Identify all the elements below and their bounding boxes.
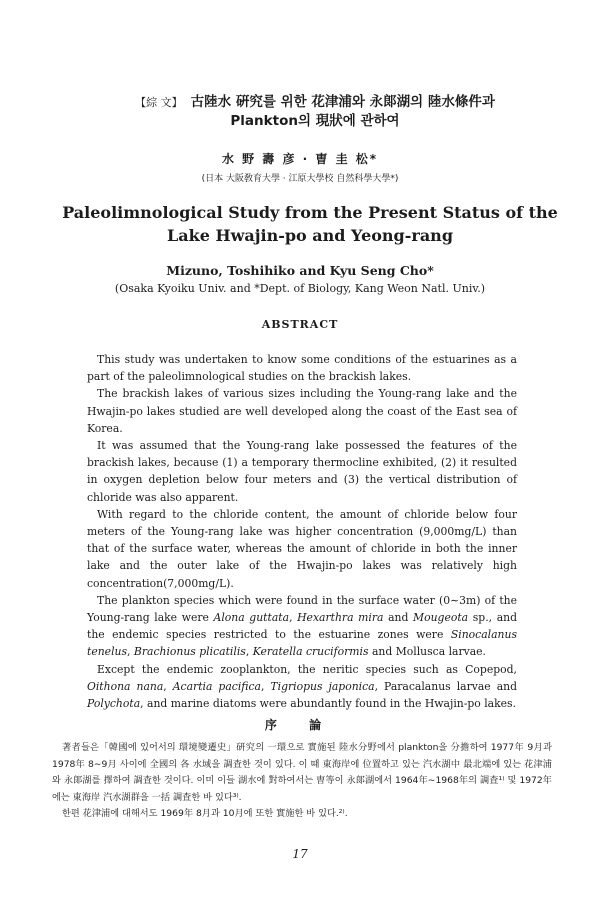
text-run: Except the endemic zooplankton, the neritic species such as Copepod,	[97, 662, 517, 676]
english-title-line-1: Paleolimnological Study from the Present Status of the	[62, 203, 558, 222]
korean-title-line-2: Plankton의 現狀에 관하여	[230, 113, 400, 129]
species-name: Hexarthra mira	[297, 611, 384, 625]
abstract-paragraph: It was assumed that the Young-rang lake possessed the features of the brackish lakes, because (1) a temporary thermocline exhibited, (2) it resulted in oxygen depletion below four meters and (3) the vertical distribution of chloride was also apparent.	[87, 439, 517, 504]
species-name: Sinocalanus tenelus	[87, 628, 517, 659]
text-run: ,	[260, 679, 271, 693]
text-run: and	[383, 611, 414, 625]
introduction-body	[52, 740, 552, 823]
introduction-paragraph: 한편 花津浦에 대해서도 1969年 8月과 10月에 또한 實施한 바 있다.²⁾.	[62, 808, 348, 820]
abstract-paragraph: With regard to the chloride content, the amount of chloride below four meters of the Young-rang lake was higher concentration (9,000mg/L) than that of the surface water, whereas the amount of chloride in both the inner lake and the outer lake of the Hwajin-po lakes was relatively high concentration(7,000mg/L).	[87, 507, 517, 590]
korean-title-line-1: 古陸水 硏究를 위한 花津浦와 永郞湖의 陸水條件과	[190, 94, 495, 110]
page-number: 17	[292, 847, 308, 861]
text-run: , Paracalanus larvae and	[374, 679, 517, 693]
species-name: Oithona nana	[87, 679, 164, 693]
english-title-line-2: Lake Hwajin-po and Yeong-rang	[167, 226, 453, 245]
abstract-paragraph-species	[87, 592, 517, 661]
abstract-paragraph-neritic	[87, 661, 517, 713]
text-run: sp., and the endemic species restricted to the estuarine zones were	[87, 611, 518, 642]
english-affiliation: (Osaka Kyoiku Univ. and *Dept. of Biology, Kang Weon Natl. Univ.)	[114, 282, 486, 295]
abstract-paragraph: This study was undertaken to know some conditions of the estuarines as a part of the paleolimnological studies on the brackish lakes.	[87, 353, 517, 384]
korean-affiliation: (日本 大阪敎育大學 · 江原大學校 自然科學大學*)	[201, 174, 399, 184]
abstract-heading: ABSTRACT	[261, 318, 339, 331]
text-run: ,	[127, 645, 134, 659]
text-run: The plankton species which were found in the surface water (0∼3m) of the Young-rang lake were	[87, 593, 517, 625]
text-run: and Mollusca larvae.	[368, 645, 486, 659]
species-name: Tigriopus japonica	[270, 679, 375, 693]
species-name: Alona guttata	[213, 611, 290, 625]
species-name: Mougeota	[413, 611, 469, 625]
abstract-paragraph: The brackish lakes of various sizes including the Young-rang lake and the Hwajin-po lakes studied are well developed along the coast of the East sea of Korea.	[87, 387, 517, 435]
species-name: Keratella cruciformis	[252, 645, 369, 659]
text-run: , and marine diatoms were abundantly found in the Hwajin-po lakes.	[140, 697, 517, 711]
text-run: ,	[163, 679, 173, 693]
introduction-heading: 序 論	[264, 718, 336, 732]
english-title	[60, 201, 560, 247]
species-name: Acartia pacifica	[172, 679, 261, 693]
korean-authors: 水 野 壽 彦 · 曺 圭 松*	[221, 152, 379, 166]
abstract-body	[87, 351, 517, 712]
english-authors: Mizuno, Toshihiko and Kyu Seng Cho*	[166, 263, 434, 278]
text-run: ,	[245, 645, 253, 659]
article-type-tag: 【綜 文】	[135, 96, 183, 109]
species-name: Polychota	[87, 697, 141, 711]
introduction-paragraph: 著者들은「韓國에 있어서의 環境變遷史」硏究의 一環으로 實施된 陸水分野에서 plankton을 分擔하여 1977年 9月과 1978年 8∼9月 사이에 全國의 各 水域을 調査한 것이 있다. 이 때 東海岸에 位置하고 있는 汽水湖中 最北端에 있는 花津浦와 永郞湖를 擇하여 調査한 것이다. 이미 이들 湖水에 對하여서는 曺等이 永郞湖에서 1964年∼1968年의 調査¹⁾ 및 1972年에는 東海岸 汽水湖群을 一括 調査한 바 있다³⁾.	[52, 742, 552, 803]
korean-title	[90, 93, 540, 130]
text-run: ,	[289, 611, 298, 625]
species-name: Brachionus plicatilis	[133, 645, 246, 659]
